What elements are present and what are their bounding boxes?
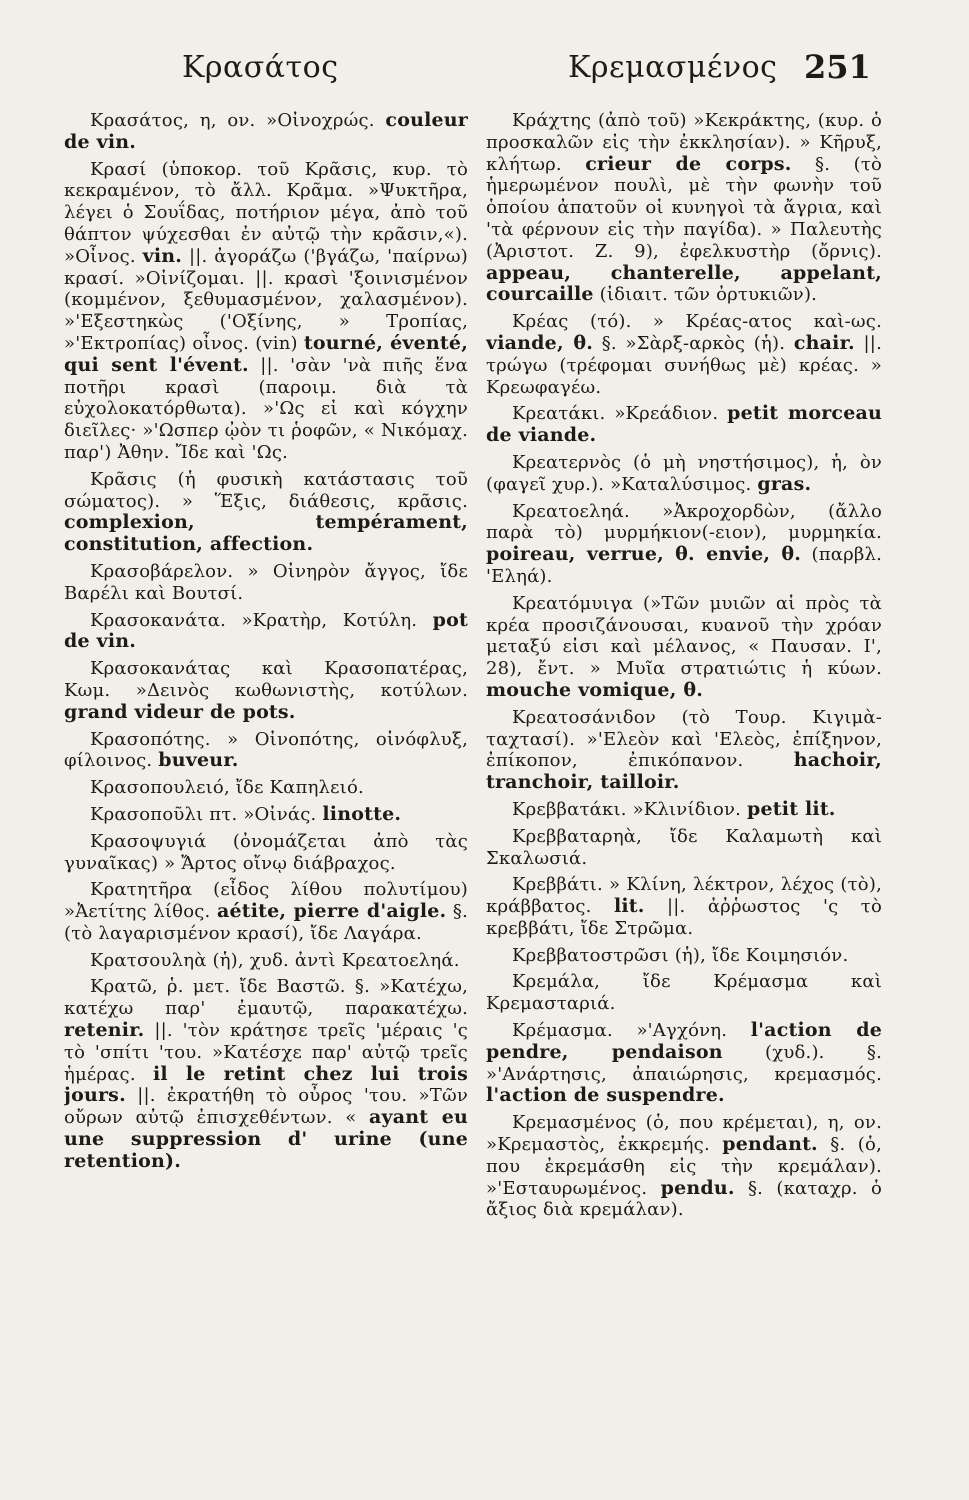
entry-greek-text: ||. τρώγω (τρέφομαι συνήθως μὲ) κρέας. » Κρεωφαγέω.	[486, 332, 882, 398]
entry-greek-text: §. (καταχρ. ὁ ἄξιος διὰ κρεμάλαν).	[486, 1177, 882, 1221]
entry-greek-text: Κρεατερνὸς (ὁ μὴ νηστήσιμος), ἡ, ὸν (φαγεῖ χυρ.). »Καταλύσιμος.	[486, 451, 882, 495]
dictionary-entry	[64, 976, 468, 1172]
entry-french-gloss: il le retint chez lui trois jours.	[64, 1062, 468, 1107]
entry-greek-text: (παρβλ. 'Εληά).	[486, 544, 882, 587]
entry-french-gloss: pendu.	[660, 1176, 735, 1199]
entry-french-gloss: linotte.	[322, 802, 402, 825]
entry-greek-text: Κρεμασμένος (ὁ, που κρέμεται), η, ον. »Κρεμαστὸς, ἐκκρεμής.	[486, 1112, 882, 1156]
entry-french-gloss: petit lit.	[747, 797, 836, 820]
entry-french-gloss: l'action de suspendre.	[486, 1084, 725, 1107]
entry-french-gloss: hachoir, tranchoir, tailloir.	[486, 749, 882, 794]
entry-greek-text: Κρασοπουλειό, ἴδε Καπηλειό.	[90, 777, 364, 799]
dictionary-entry	[486, 403, 882, 447]
entry-french-gloss: vin.	[142, 244, 183, 267]
entry-greek-text: ||. ἀῤῥωστος 'ς τὸ κρεββάτι, ἴδε Στρῶμα.	[486, 896, 882, 939]
header-left-word: Κρασάτος	[182, 50, 339, 85]
entry-french-gloss: gras.	[757, 472, 812, 495]
right-column	[486, 110, 882, 1400]
dictionary-entry	[486, 452, 882, 496]
entry-greek-text: Κρεατοσάνιδον (τὸ Τουρ. Κιγιμὰ-ταχτασί). »'Ελεὸν καὶ 'Ελεὸς, ἐπίξηνον, ἐπίκοπον, ἐπικόπανον.	[486, 706, 882, 772]
entry-french-gloss: crieur de corps.	[585, 152, 792, 175]
entry-greek-text: Κρασοψυγιά (ὀνομάζεται ἀπὸ τὰς γυναῖκας) » Ἄρτος οἴνῳ διάβραχος.	[64, 830, 468, 874]
entry-greek-text: Κρασοπότης. » Οἰνοπότης, οἰνόφλυξ, φίλοινος.	[64, 728, 468, 772]
dictionary-entry	[486, 110, 882, 306]
dictionary-entry	[64, 729, 468, 773]
entry-greek-text: ||. 'σὰν 'νὰ πιῆς ἕνα ποτῆρι κρασὶ (παροιμ. διὰ τὰ εὐχολοκατόρθωτα). »'Ως εἰ καὶ κόγχην διεῖλες· »'Ωσπερ ᾠὸν τι ῥοφῶν, « Νικόμαχ. παρ') Ἀθην. Ἴδε καὶ 'Ως.	[64, 354, 468, 463]
entry-french-gloss: buveur.	[158, 749, 239, 772]
entry-greek-text: Κρασοκανάτας καὶ Κρασοπατέρας, Κωμ. »Δεινὸς κωθωνιστὴς, κοτύλων.	[64, 658, 468, 701]
entry-french-gloss: ayant eu une suppression d' urine (une retention).	[64, 1106, 468, 1172]
entry-french-gloss: pendant.	[722, 1133, 818, 1156]
entry-french-gloss: l'action de pendre, pendaison	[486, 1019, 882, 1063]
dictionary-entry	[486, 311, 882, 398]
entry-french-gloss: chair.	[793, 331, 855, 354]
entry-greek-text: Κρεατόμυιγα (»Τῶν μυιῶν αἱ πρὸς τὰ κρέα προσιζάνουσαι, κυανοῦ τὴν χρόαν μεταξύ εἰσι καὶ μέλανος, « Παυσαν. Ι', 28), ἔντ. » Μυῖα στρατιώτις ἡ κύων.	[486, 592, 882, 680]
dictionary-entry	[486, 945, 882, 967]
dictionary-entry	[64, 950, 468, 972]
entry-french-gloss: appeau, chanterelle, appelant, courcaille	[486, 261, 882, 306]
dictionary-entry	[64, 831, 468, 875]
page-number: 251	[804, 48, 871, 86]
entry-greek-text: ||. 'τὸν κράτησε τρεῖς 'μέραις 'ς τὸ 'σπίτι 'του. »Κατέσχε παρ' αὐτῷ τρεῖς ἡμέρας.	[64, 1020, 468, 1085]
dictionary-entry	[486, 707, 882, 794]
entry-greek-text: Κρέας (τό). » Κρέας-ατος καὶ-ως.	[512, 311, 882, 333]
dictionary-entry	[486, 1020, 882, 1107]
entry-greek-text: Κρεββατοστρῶσι (ἡ), ἴδε Κοιμησιόν.	[512, 944, 849, 966]
dictionary-entry	[64, 469, 468, 556]
entry-greek-text: Κρασοκανάτα. »Κρατὴρ, Κοτύλη.	[90, 609, 418, 631]
entry-greek-text: Κρασοποῦλι πτ. »Οἰνάς.	[90, 803, 317, 825]
entry-french-gloss: viande, θ.	[486, 331, 594, 354]
entry-greek-text: Κρεββαταρηὰ, ἴδε Καλαμωτὴ καὶ Σκαλωσιά.	[486, 825, 882, 869]
entry-greek-text: Κράχτης (ἀπὸ τοῦ) »Κεκράκτης, (κυρ. ὁ προσκαλῶν εἰς τὴν ἐκκλησίαν). » Κῆρυξ, κλήτωρ.	[486, 110, 882, 175]
entry-greek-text: ||. ἐκρατήθη τὸ οὖρος 'του. »Τῶν οὔρων αὐτῷ ἐπισχεθέντων. «	[64, 1085, 468, 1129]
entry-greek-text: Κρασοβάρελον. » Οἰνηρὸν ἄγγος, ἴδε Βαρέλι καὶ Βουτσί.	[64, 560, 468, 604]
entry-french-gloss: tourné, éventé, qui sent l'évent.	[64, 331, 468, 376]
entry-greek-text: §. (ὁ, που ἐκρεμάσθη εἰς τὴν κρεμάλαν). »'Εσταυρωμένος.	[486, 1134, 882, 1199]
dictionary-entry	[64, 658, 468, 723]
dictionary-entry	[64, 159, 468, 464]
entry-greek-text: ||. ἀγοράζω ('βγάζω, 'παίρνω) κρασί. »Οἰνίζομαι. ||. κρασὶ 'ξοινισμένον (κομμένον, ξεθυμασμένον, χαλασμένον). »'Εξεστηκὼς ('Οξίνης, » Τροπίας, »'Εκτροπίας) οἶνος. (vin)	[64, 245, 468, 354]
dictionary-entry	[64, 777, 468, 799]
entry-greek-text: §. (τὸ ἡμερωμένον πουλὶ, μὲ τὴν φωνὴν τοῦ ὁποίου ἀπατοῦν οἱ κυνηγοὶ τὰ ἄγρια, καὶ 'τὰ φέρνουν εἰς τὴν παγίδα). » Παλευτὴς (Ἀριστοτ. Ζ. 9), ἐφελκυστὴρ (ὄρνις).	[486, 153, 882, 262]
dictionary-entry	[486, 971, 882, 1015]
dictionary-entry	[486, 1112, 882, 1221]
dictionary-entry	[64, 110, 468, 154]
dictionary-entry	[486, 799, 882, 821]
entry-french-gloss: complexion, tempérament, constitution, affection.	[64, 511, 468, 556]
entry-french-gloss: mouche vomique, θ.	[486, 678, 704, 701]
dictionary-entry	[486, 501, 882, 588]
entry-greek-text: Κρασί (ὑποκορ. τοῦ Κρᾶσις, κυρ. τὸ κεκραμένον, τὸ ἄλλ. Κρᾶμα. »Ψυκτῆρα, λέγει ὁ Σουΐδας, ποτήριον μέγα, ἀπὸ τοῦ θάπτον ψύχεσθαι ἐν αὐτῷ τὴν κρᾶσιν,«). »Οἶνος.	[64, 158, 468, 267]
header-right-word: Κρεμασμένος	[568, 50, 778, 85]
dictionary-entry	[64, 879, 468, 944]
dictionary-entry	[486, 874, 882, 939]
entry-greek-text: Κρεββατάκι. »Κλινίδιον.	[512, 798, 742, 820]
entry-greek-text: §. »Σὰρξ-αρκὸς (ἡ).	[601, 332, 786, 354]
entry-greek-text: Κρεββάτι. » Κλίνη, λέκτρον, λέχος (τὸ), κράββατος.	[486, 874, 882, 918]
dictionary-entry	[64, 804, 468, 826]
entry-french-gloss: pot de vin.	[64, 608, 468, 653]
entry-french-gloss: aétite, pierre d'aigle.	[216, 900, 447, 923]
entry-french-gloss: lit.	[613, 895, 645, 918]
dictionary-entry	[486, 593, 882, 702]
entry-greek-text: Κρεμάλα, ἴδε Κρέμασμα καὶ Κρεμασταριά.	[486, 971, 882, 1015]
entry-greek-text: Κρέμασμα. »'Αγχόνη.	[512, 1020, 728, 1042]
entry-french-gloss: petit morceau de viande.	[486, 402, 882, 447]
entry-greek-text: Κρατητῆρα (εἶδος λίθου πολυτίμου) »Ἀετίτης λίθος.	[64, 879, 468, 923]
entry-greek-text: Κρατῶ, ῥ. μετ. ἴδε Βαστῶ. §. »Κατέχω, κατέχω παρ' ἐμαυτῷ, παρακατέχω.	[64, 976, 468, 1020]
entry-french-gloss: retenir.	[64, 1019, 145, 1042]
dictionary-entry	[486, 826, 882, 870]
entry-french-gloss: grand videur de pots.	[64, 700, 296, 723]
entry-greek-text: Κρασάτος, η, ον. »Οἰνοχρώς.	[90, 110, 375, 131]
dictionary-entry	[64, 610, 468, 654]
entry-greek-text: §. (τὸ λαγαρισμένον κρασί), ἴδε Λαγάρα.	[64, 901, 468, 944]
entry-greek-text: (ἰδιαιτ. τῶν ὀρτυκιῶν).	[599, 284, 818, 306]
dictionary-entry	[64, 561, 468, 605]
entry-french-gloss: couleur de vin.	[64, 110, 468, 153]
entry-greek-text: Κρεατάκι. »Κρεάδιον.	[512, 403, 719, 425]
entry-french-gloss: poireau, verrue, θ. envie, θ.	[486, 543, 802, 566]
entry-greek-text: Κρᾶσις (ἡ φυσικὴ κατάστασις τοῦ σώματος). » Ἕξις, διάθεσις, κρᾶσις.	[64, 468, 468, 512]
left-column	[64, 110, 468, 1400]
entry-greek-text: (χυδ.). §. »'Ανάρτησις, ἀπαιώρησις, κρεμασμός.	[486, 1041, 882, 1085]
entry-greek-text: Κρεατοεληά. »Ἀκροχορδὼν, (ἄλλο παρὰ τὸ) μυρμήκιον(-ειον), μυρμηκία.	[486, 500, 882, 544]
entry-greek-text: Κρατσουληὰ (ἡ), χυδ. ἀντὶ Κρεατοεληά.	[90, 949, 460, 971]
